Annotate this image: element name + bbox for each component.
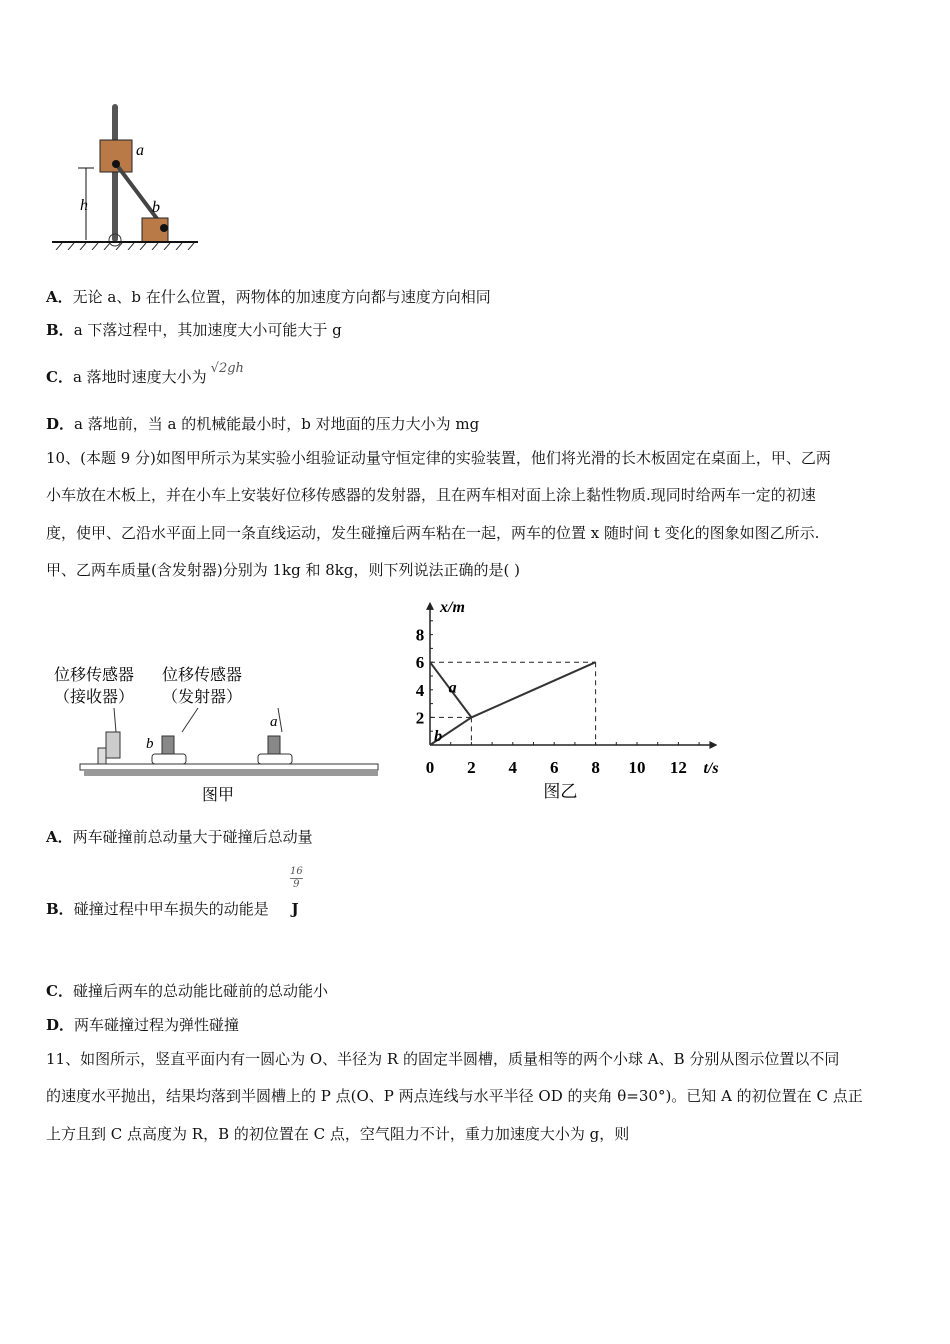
caption-yi: 图乙 bbox=[543, 782, 578, 801]
option-text: 碰撞后两车的总动能比碰前的总动能小 bbox=[72, 982, 328, 1000]
option-text: 两车碰撞过程为弹性碰撞 bbox=[74, 1016, 240, 1034]
label-h: h bbox=[80, 197, 88, 214]
q10-option-b[interactable] bbox=[46, 866, 303, 919]
option-text: a 落地前，当 a 的机械能最小时，b 对地面的压力大小为 mg bbox=[74, 415, 480, 433]
series-label-b: b bbox=[434, 727, 443, 745]
y-axis-arrow bbox=[426, 602, 434, 610]
x-tick-label: 4 bbox=[508, 758, 518, 777]
x-tick-label: 6 bbox=[549, 758, 559, 777]
emitter-label: 位移传感器 bbox=[162, 667, 243, 684]
option-letter: B． bbox=[46, 321, 74, 339]
figure-rod-blocks bbox=[48, 100, 208, 250]
unit: J bbox=[291, 900, 299, 918]
option-letter: B． bbox=[46, 900, 74, 918]
q10-option-d[interactable] bbox=[46, 1014, 239, 1035]
xt-graph bbox=[400, 585, 740, 810]
option-letter: C． bbox=[46, 982, 73, 1000]
cart-a-label: a bbox=[270, 714, 278, 730]
q9-option-b[interactable] bbox=[46, 319, 342, 340]
option-letter: D． bbox=[46, 1016, 75, 1034]
option-text: a 落地时速度大小为 bbox=[72, 368, 207, 386]
option-text: 碰撞过程中甲车损失的动能是 bbox=[73, 900, 269, 918]
receiver-label: 位移传感器 bbox=[54, 667, 135, 684]
x-tick-label: 2 bbox=[467, 758, 476, 777]
q10-line: 10、(本题 9 分)如图甲所示为某实验小组验证动量守恒定律的实验装置，他们将光滑的长木板固定在桌面上，甲、乙两 bbox=[46, 449, 831, 467]
option-letter: A． bbox=[46, 288, 73, 306]
x-tick-label: 12 bbox=[669, 758, 687, 777]
q11-line: 11、如图所示，竖直平面内有一圆心为 O、半径为 R 的固定半圆槽，质量相等的两个小球 A、B 分别从图示位置以不同 bbox=[46, 1050, 840, 1068]
label-b: b bbox=[152, 199, 160, 216]
series-combined bbox=[471, 662, 595, 717]
numerator: 16 bbox=[290, 866, 303, 877]
caption-jia: 图甲 bbox=[202, 787, 235, 804]
q9-option-a[interactable] bbox=[46, 286, 491, 307]
cart-b-label: b bbox=[146, 736, 154, 752]
y-tick-label: 6 bbox=[415, 653, 425, 673]
x-axis-label: t/s bbox=[703, 760, 719, 777]
receiver-label-sub: （接收器） bbox=[54, 689, 135, 706]
q10-option-a[interactable] bbox=[46, 826, 313, 847]
q10-line: 甲、乙两车质量(含发射器)分别为 1kg 和 8kg，则下列说法正确的是( ) bbox=[46, 561, 520, 579]
y-tick-label: 4 bbox=[415, 680, 425, 700]
x-tick-label: 10 bbox=[628, 758, 646, 777]
option-letter: C． bbox=[46, 368, 73, 386]
denominator: 9 bbox=[293, 879, 300, 890]
q10-option-c[interactable] bbox=[46, 980, 328, 1001]
emitter-label-sub: （发射器） bbox=[162, 689, 243, 706]
formula-sqrt-2gh: √2gh bbox=[210, 361, 244, 376]
option-text: 无论 a、b 在什么位置，两物体的加速度方向都与速度方向相同 bbox=[72, 288, 491, 306]
x-axis-arrow bbox=[709, 741, 717, 749]
label-a: a bbox=[136, 142, 144, 159]
q11-line: 的速度水平抛出，结果均落到半圆槽上的 P 点(O、P 两点连线与水平半径 OD 的夹角 θ=30°)。已知 A 的初位置在 C 点正 bbox=[46, 1087, 863, 1105]
series-label-a: a bbox=[448, 679, 457, 697]
fraction-16-9 bbox=[290, 866, 303, 891]
y-tick-label: 8 bbox=[415, 625, 425, 645]
option-letter: D． bbox=[46, 415, 75, 433]
option-text: 两车碰撞前总动量大于碰撞后总动量 bbox=[72, 828, 313, 846]
q9-option-c[interactable] bbox=[46, 361, 244, 387]
q11-line: 上方且到 C 点高度为 R，B 的初位置在 C 点，空气阻力不计，重力加速度大小为 g，则 bbox=[46, 1125, 630, 1143]
y-axis-label: x/m bbox=[440, 598, 465, 616]
option-letter: A． bbox=[46, 828, 73, 846]
y-tick-label: 2 bbox=[415, 708, 425, 728]
x-tick-label: 0 bbox=[425, 758, 435, 777]
q10-line: 度，使甲、乙沿水平面上同一条直线运动，发生碰撞后两车粘在一起，两车的位置 x 随时间 t 变化的图象如图乙所示. bbox=[46, 524, 820, 542]
x-tick-label: 8 bbox=[591, 758, 600, 777]
q10-line: 小车放在木板上，并在小车上安装好位移传感器的发射器，且在两车相对面上涂上黏性物质.现同时给两车一定的初速 bbox=[46, 486, 816, 504]
q9-option-d[interactable] bbox=[46, 413, 479, 434]
figure-jia-apparatus bbox=[50, 660, 390, 810]
option-text: a 下落过程中，其加速度大小可能大于 g bbox=[73, 321, 342, 339]
